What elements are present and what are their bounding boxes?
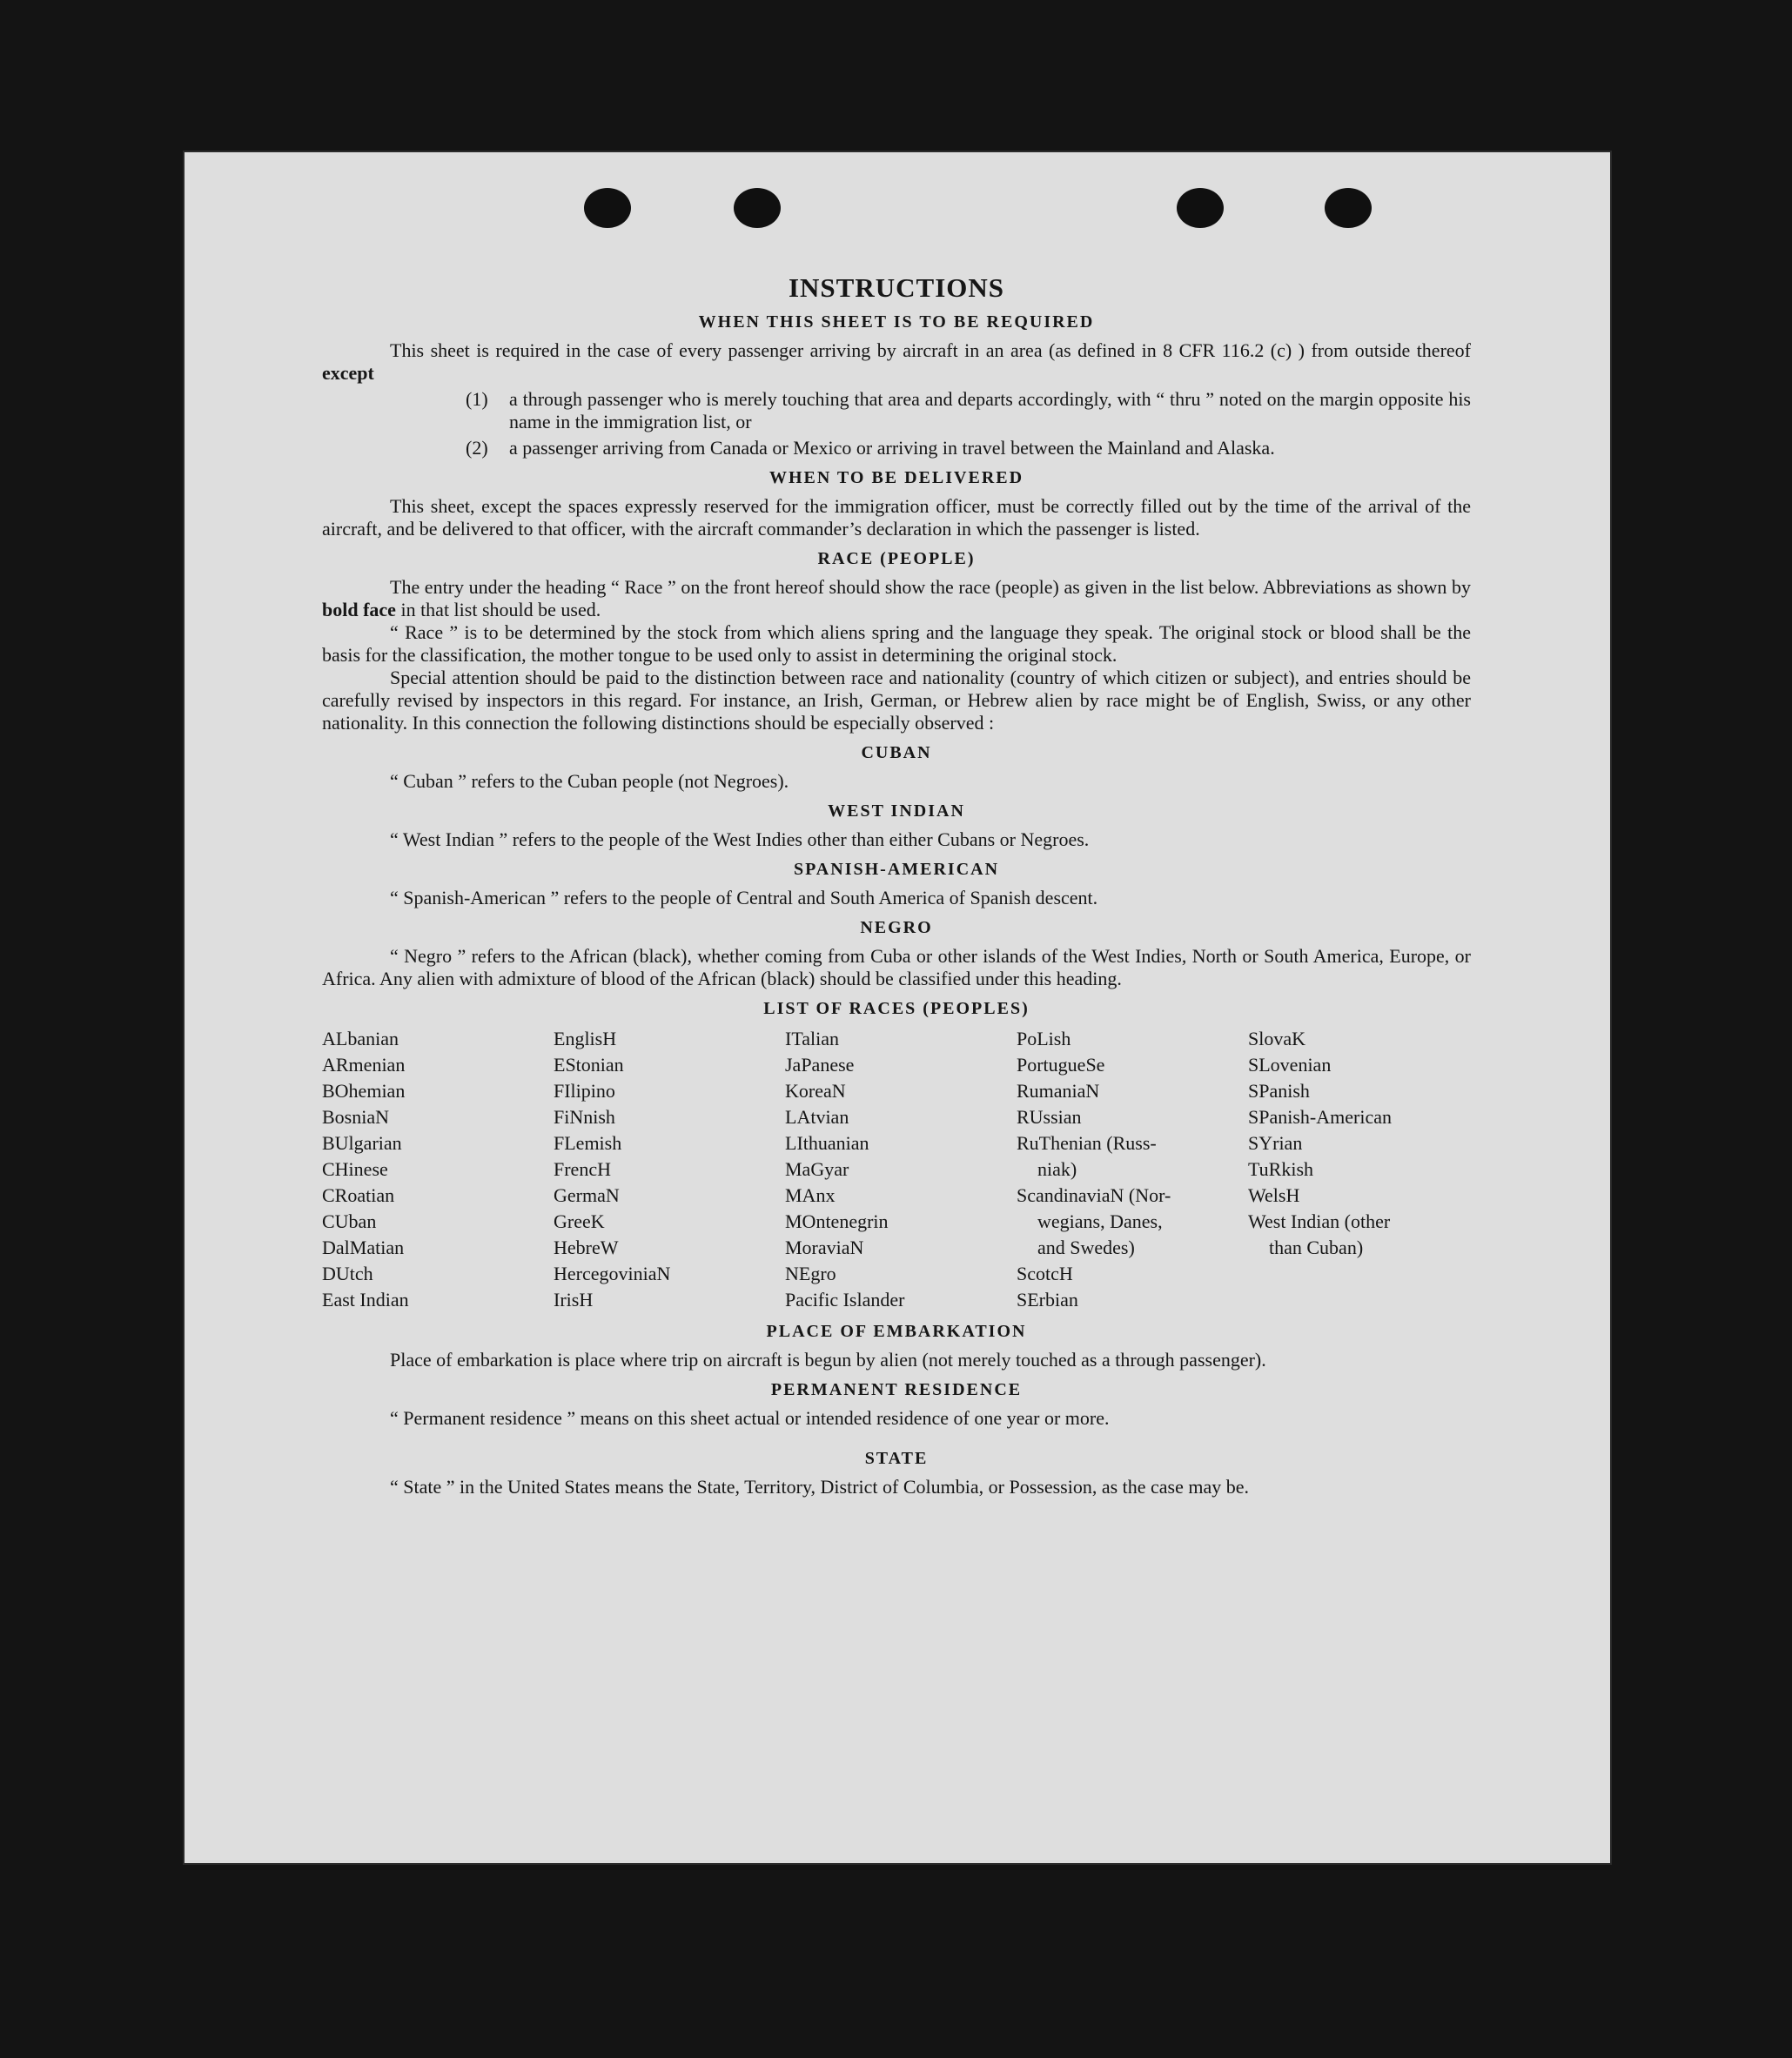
race-entry: DalMatian [322, 1237, 405, 1258]
race-entry: SLovenian [1248, 1054, 1332, 1076]
race-entry: MoraviaN [785, 1237, 864, 1258]
race-entry: LIthuanian [785, 1132, 869, 1154]
race-entry: MOntenegrin [785, 1210, 889, 1232]
race-entry: East Indian [322, 1289, 409, 1311]
section-heading-west-indian: WEST INDIAN [828, 801, 965, 821]
race-entry: FLemish [554, 1132, 622, 1154]
race-entry: ALbanian [322, 1028, 399, 1049]
document-page [183, 151, 1612, 1865]
state-text: “ State ” in the United States means the State, Territory, District of Columbia, or Possession, as the case may be. [390, 1476, 1250, 1498]
race-entry: Pacific Islander [785, 1289, 905, 1311]
race-entry: SYrian [1248, 1132, 1303, 1154]
race-entry: FrencH [554, 1158, 611, 1180]
race-entry: MAnx [785, 1184, 836, 1206]
delivered-text: This sheet, except the spaces expressly reserved for the immigration officer, must be correctly filled out by the time of the arrival of the aircraft, and be delivered to that officer, with the aircraft commander’s declaration in which the passenger is listed. [322, 495, 1471, 540]
race-entry: KoreaN [785, 1080, 846, 1102]
punch-hole [1177, 188, 1224, 228]
exception-item: (2) a passenger arriving from Canada or Mexico or arriving in travel between the Mainland and Alaska. [466, 437, 1275, 459]
section-heading-required: WHEN THIS SHEET IS TO BE REQUIRED [698, 312, 1095, 332]
race-entry: SErbian [1017, 1289, 1078, 1311]
race-entry: MaGyar [785, 1158, 849, 1180]
race-entry: wegians, Danes, [1037, 1210, 1163, 1232]
punch-hole [1325, 188, 1372, 228]
race-entry: and Swedes) [1037, 1237, 1135, 1258]
race-entry: DUtch [322, 1263, 373, 1284]
negro-text: “ Negro ” refers to the African (black), whether coming from Cuba or other islands of the West Indies, North or South America, Europe, or Africa. Any alien with admixture of blood of the African (black) should be classified under this heading. [322, 945, 1471, 989]
race-entry: JaPanese [785, 1054, 855, 1076]
races-column [1017, 1026, 1239, 1313]
race-entry: RuThenian (Russ- [1017, 1132, 1157, 1154]
race-entry: CUban [322, 1210, 377, 1232]
race-entry: FiNnish [554, 1106, 615, 1128]
section-heading-race: RACE (PEOPLE) [817, 549, 976, 568]
race-paragraph-3: Special attention should be paid to the distinction between race and nationality (country of which citizen or subject), and entries should be carefully revised by inspectors in this regard. For instance, an Irish, German, or Hebrew alien by race might be of English, Swiss, or any other nationality. In this connection the following distinctions should be especially observed : [322, 667, 1471, 734]
race-entry: EStonian [554, 1054, 624, 1076]
section-heading-delivered: WHEN TO BE DELIVERED [768, 468, 1024, 487]
instructions-content [322, 272, 1471, 1498]
section-heading-cuban: CUBAN [861, 743, 932, 762]
races-column [322, 1026, 545, 1313]
section-heading-spanish-american: SPANISH-AMERICAN [793, 860, 1000, 879]
embarkation-text: Place of embarkation is place where trip on aircraft is begun by alien (not merely touched as a through passenger). [390, 1349, 1266, 1371]
race-entry: ARmenian [322, 1054, 406, 1076]
race-paragraph-2: “ Race ” is to be determined by the stock from which aliens spring and the language they speak. The original stock or blood shall be the basis for the classification, the mother tongue to be used only to assist in determining the original stock. [322, 621, 1471, 666]
race-entry: TuRkish [1248, 1158, 1314, 1180]
race-entry: WelsH [1248, 1184, 1300, 1206]
race-entry: CRoatian [322, 1184, 395, 1206]
section-heading-list-of-races: LIST OF RACES (PEOPLES) [763, 999, 1030, 1018]
races-column [785, 1026, 1008, 1313]
race-entry: niak) [1037, 1158, 1077, 1180]
race-entry: NEgro [785, 1263, 836, 1284]
punch-hole [584, 188, 631, 228]
section-heading-residence: PERMANENT RESIDENCE [770, 1380, 1023, 1399]
section-heading-negro: NEGRO [860, 918, 933, 937]
race-entry: BOhemian [322, 1080, 406, 1102]
race-entry: SlovaK [1248, 1028, 1305, 1049]
race-entry: West Indian (other [1248, 1210, 1391, 1232]
races-column [1248, 1026, 1471, 1313]
race-entry: PoLish [1017, 1028, 1071, 1049]
race-entry: than Cuban) [1269, 1237, 1364, 1258]
race-entry: SPanish [1248, 1080, 1310, 1102]
race-entry: GermaN [554, 1184, 620, 1206]
race-entry: ScotcH [1017, 1263, 1073, 1284]
races-column [554, 1026, 776, 1313]
section-heading-state: STATE [864, 1449, 929, 1468]
punch-hole [734, 188, 781, 228]
page-title: INSTRUCTIONS [788, 272, 1004, 303]
race-entry: HercegoviniaN [554, 1263, 671, 1284]
race-entry: BUlgarian [322, 1132, 402, 1154]
race-entry: RUssian [1017, 1106, 1082, 1128]
race-entry: RumaniaN [1017, 1080, 1100, 1102]
races-list [322, 1026, 1471, 1313]
race-entry: SPanish-American [1248, 1106, 1392, 1128]
race-paragraph-1: The entry under the heading “ Race ” on the front hereof should show the race (people) as given in the list below. Abbreviations as shown by bold face in that list should be used. [322, 576, 1471, 620]
race-entry: ScandinaviaN (Nor- [1017, 1184, 1171, 1206]
race-entry: BosniaN [322, 1106, 389, 1128]
residence-text: “ Permanent residence ” means on this sheet actual or intended residence of one year or more. [390, 1407, 1110, 1429]
exception-item: (1) a through passenger who is merely touching that area and departs accordingly, with “ thru ” noted on the margin opposite his name in the immigration list, or [466, 388, 1471, 432]
section-heading-embarkation: PLACE OF EMBARKATION [766, 1322, 1027, 1341]
race-entry: HebreW [554, 1237, 619, 1258]
race-entry: GreeK [554, 1210, 605, 1232]
race-entry: PortugueSe [1017, 1054, 1105, 1076]
required-intro: This sheet is required in the case of every passenger arriving by aircraft in an area (as defined in 8 CFR 116.2 (c) ) from outside thereof except [322, 339, 1471, 384]
spanish-american-text: “ Spanish-American ” refers to the people of Central and South America of Spanish descent. [390, 887, 1098, 908]
west-indian-text: “ West Indian ” refers to the people of the West Indies other than either Cubans or Negroes. [390, 828, 1090, 850]
race-entry: IrisH [554, 1289, 594, 1311]
race-entry: EnglisH [554, 1028, 617, 1049]
race-entry: LAtvian [785, 1106, 849, 1128]
cuban-text: “ Cuban ” refers to the Cuban people (not Negroes). [390, 770, 789, 792]
race-entry: CHinese [322, 1158, 388, 1180]
race-entry: ITalian [785, 1028, 839, 1049]
race-entry: FIlipino [554, 1080, 615, 1102]
